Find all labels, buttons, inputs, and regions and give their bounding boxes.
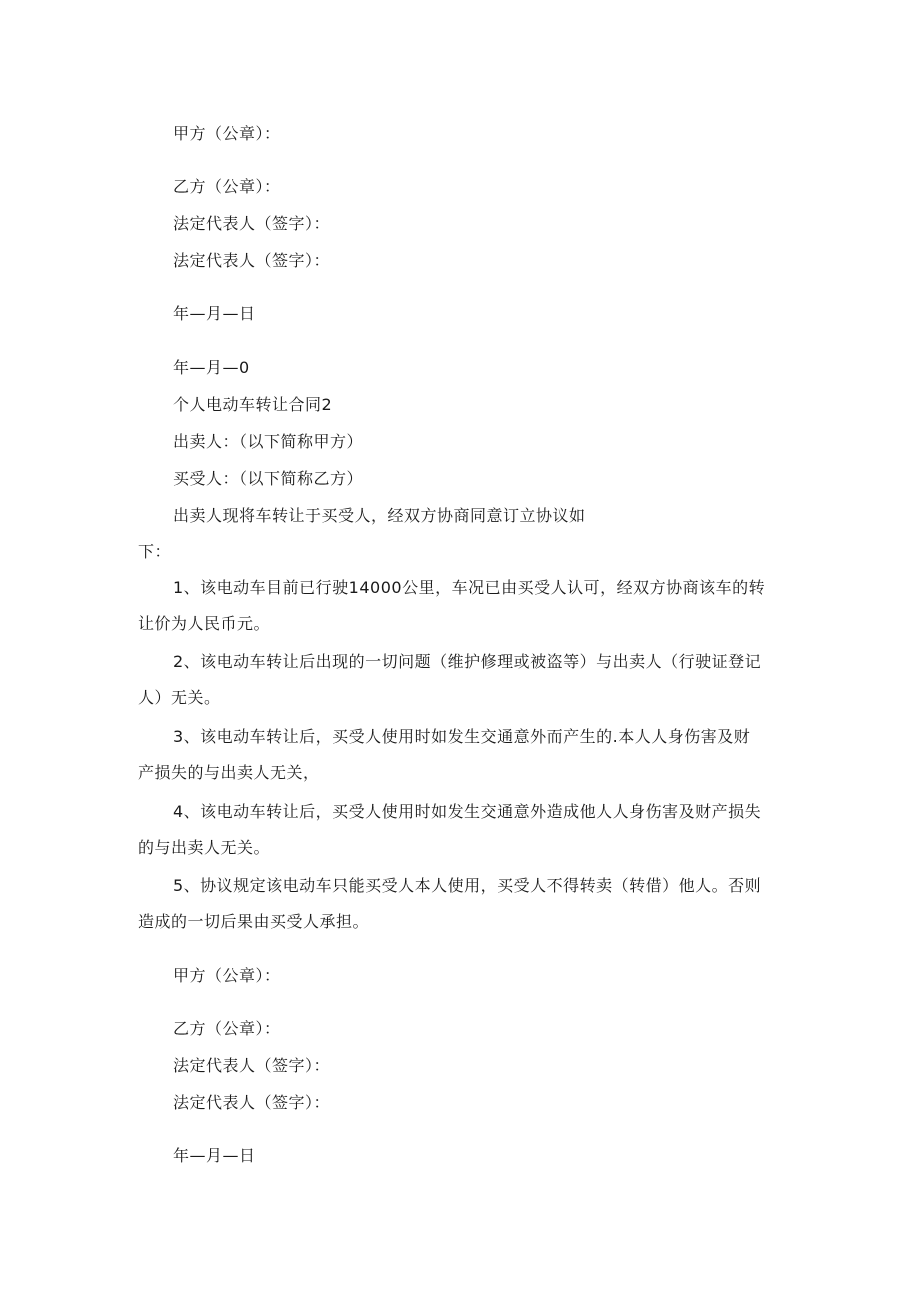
date-line-b: 年—月—0 xyxy=(173,358,250,377)
date-line-c: 年—月—日 xyxy=(173,1146,256,1165)
party-b-seal-label: 乙方（公章）： xyxy=(173,177,281,196)
buyer-line: 买受人：（以下简称乙方） xyxy=(173,469,364,488)
legal-rep-b-label: 法定代表人（签字）： xyxy=(173,251,331,270)
clause-5-line-2: 造成的一切后果由买受人承担。 xyxy=(138,912,370,931)
clause-2-line-1: 2、该电动车转让后出现的一切问题（维护修理或被盗等）与出卖人（行驶证登记 xyxy=(173,652,762,671)
date-line-a: 年—月—日 xyxy=(173,304,256,323)
intro-line-1: 出卖人现将车转让于买受人，经双方协商同意订立协议如 xyxy=(173,506,586,525)
clause-5-line-1: 5、协议规定该电动车只能买受人本人使用，买受人不得转卖（转借）他人。否则 xyxy=(173,876,762,895)
clause-1-line-1: 1、该电动车目前已行驶14000公里，车况已由买受人认可，经双方协商该车的转 xyxy=(173,578,766,597)
clause-2-line-2: 人）无关。 xyxy=(138,688,221,707)
clause-4-line-1: 4、该电动车转让后，买受人使用时如发生交通意外造成他人人身伤害及财产损失 xyxy=(173,802,762,821)
party-b-seal-label-2: 乙方（公章）： xyxy=(173,1019,281,1038)
legal-rep-b-label-2: 法定代表人（签字）： xyxy=(173,1093,331,1112)
seller-line: 出卖人：（以下简称甲方） xyxy=(173,432,364,451)
intro-line-2: 下： xyxy=(138,542,172,561)
clause-1-line-2: 让价为人民币元。 xyxy=(138,614,271,633)
clause-4-line-2: 的与出卖人无关。 xyxy=(138,838,271,857)
contract-title: 个人电动车转让合同2 xyxy=(173,395,333,414)
clause-3-line-1: 3、该电动车转让后，买受人使用时如发生交通意外而产生的.本人人身伤害及财 xyxy=(173,727,751,746)
legal-rep-a-label-2: 法定代表人（签字）： xyxy=(173,1056,331,1075)
clause-3-line-2: 产损失的与出卖人无关， xyxy=(138,763,320,782)
party-a-seal-label-2: 甲方（公章）： xyxy=(173,966,281,985)
party-a-seal-label: 甲方（公章）： xyxy=(173,124,281,143)
legal-rep-a-label: 法定代表人（签字）： xyxy=(173,214,331,233)
